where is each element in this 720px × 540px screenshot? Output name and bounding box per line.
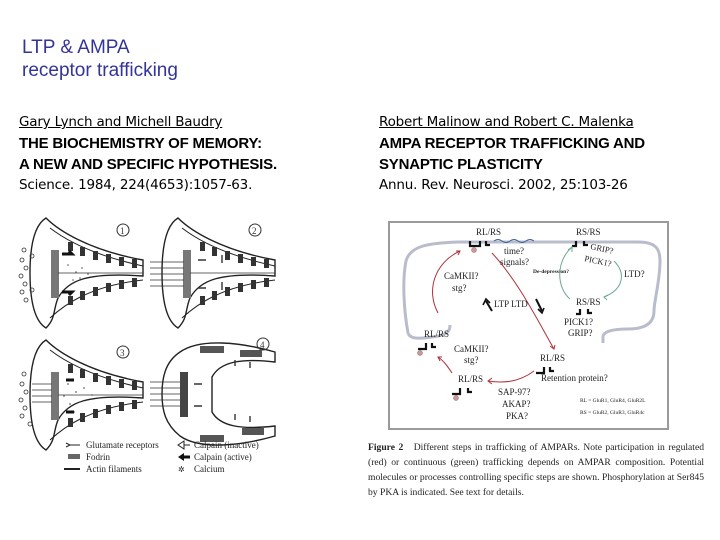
title-line-1: LTP & AMPA [22,37,130,58]
reference-malinow-malenka [379,112,645,196]
reference-title-line-2: SYNAPTIC PLASTICITY [379,156,543,173]
reference-title-line-1: THE BIOCHEMISTRY OF MEMORY: [19,135,262,152]
panel-1 [19,218,143,328]
svg-text:LTP LTD: LTP LTD [494,299,528,309]
svg-text:LTD?: LTD? [624,269,645,279]
reference-citation: Annu. Rev. Neurosci. 2002, 25:103-26 [379,177,628,193]
caption-label: Figure 2 [368,442,404,453]
ampar-trafficking-diagram [388,221,669,430]
svg-text:PICK1?: PICK1? [583,253,613,269]
svg-text:Calcium: Calcium [194,464,225,474]
svg-text:GRIP?: GRIP? [568,328,593,338]
svg-text:✲: ✲ [178,465,185,474]
panel-4 [150,338,275,445]
panel-3 [19,340,143,450]
svg-text:PKA?: PKA? [506,411,528,421]
svg-text:Calpain (inactive): Calpain (inactive) [194,440,259,450]
svg-text:RL/RS: RL/RS [424,329,450,339]
legend-calcium [178,464,225,474]
svg-text:Fodrin: Fodrin [86,452,111,462]
spine-schematic-figure [18,210,278,490]
figure-caption [368,440,704,500]
reference-title-line-2: A NEW AND SPECIFIC HYPOTHESIS. [19,156,277,173]
title-line-2: receptor trafficking [22,60,178,81]
svg-text:1: 1 [120,226,125,236]
svg-text:RS/RS: RS/RS [576,297,601,307]
panel-2 [150,218,275,328]
svg-text:signals?: signals? [500,257,529,267]
svg-text:3: 3 [120,348,125,358]
svg-text:GRIP?: GRIP? [589,241,615,256]
svg-text:RL/RS: RL/RS [458,374,484,384]
svg-text:RL/RS: RL/RS [476,227,502,237]
svg-text:RS/RS: RS/RS [576,227,601,237]
svg-text:SAP-97?: SAP-97? [498,387,531,397]
caption-text: Different steps in trafficking of AMPARs. Note participation in regulated (red) or continuous (green) trafficking depends on AMPAR composition. Potential molecules or processes controlling specific steps are shown. Phosphorylation at Ser845 by PKA is indicated. See text for details. [368,442,705,498]
svg-text:Retention protein?: Retention protein? [541,373,608,383]
svg-text:CaMKII?: CaMKII? [444,271,479,281]
svg-text:RL = GluR1, GluR4, GluR2L: RL = GluR1, GluR4, GluR2L [580,398,646,404]
svg-text:Actin filaments: Actin filaments [86,464,142,474]
reference-citation: Science. 1984, 224(4653):1057-63. [19,177,253,193]
reference-title-line-1: AMPA RECEPTOR TRAFFICKING AND [379,135,645,152]
reference-authors: Robert Malinow and Robert C. Malenka [379,114,634,130]
left-figure-legend [64,440,259,474]
svg-text:stg?: stg? [464,355,479,365]
legend-actin-filaments [64,464,142,474]
svg-text:AKAP?: AKAP? [502,399,531,409]
svg-text:4: 4 [260,340,265,350]
slide-title [22,36,178,82]
legend-fodrin [68,452,111,462]
reference-lynch-baudry [19,112,277,196]
svg-text:De-depression?: De-depression? [533,269,569,275]
svg-text:RL/RS: RL/RS [540,353,566,363]
svg-text:Calpain (active): Calpain (active) [194,452,252,462]
svg-text:CaMKII?: CaMKII? [454,344,489,354]
svg-text:PICK1?: PICK1? [564,317,593,327]
svg-text:Glutamate receptors: Glutamate receptors [86,440,159,450]
svg-text:RS = GluR2, GluR3, GluR4c: RS = GluR2, GluR3, GluR4c [580,410,645,416]
reference-authors: Gary Lynch and Michell Baudry [19,114,223,130]
svg-text:time?: time? [504,246,524,256]
legend-calpain-active [178,452,252,462]
svg-text:stg?: stg? [452,283,467,293]
legend-glutamate-receptors [66,440,159,450]
svg-text:2: 2 [252,226,257,236]
